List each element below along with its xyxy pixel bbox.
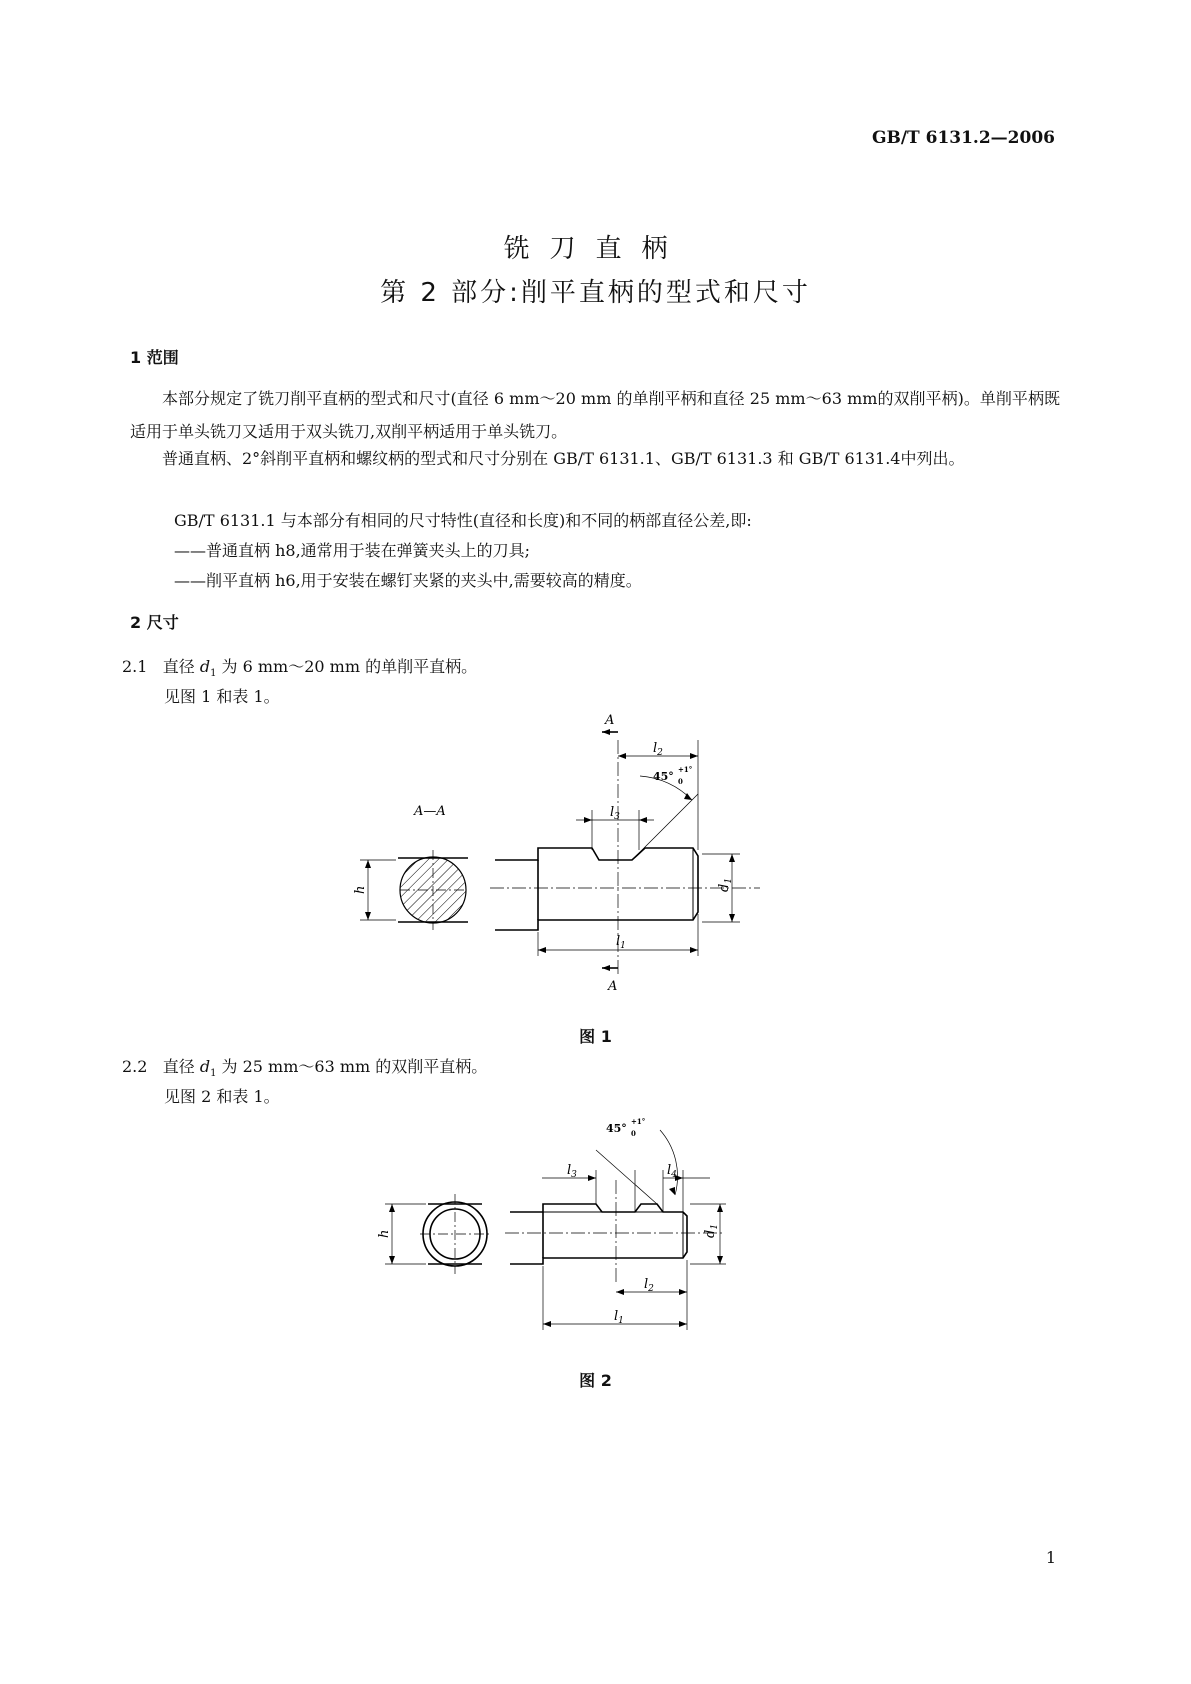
section-2-heading: 2 尺寸 (130, 613, 179, 632)
figure-1-caption: 图 1 (579, 1027, 612, 1046)
standard-code: GB/T 6131.2—2006 (871, 128, 1055, 148)
section-1-paragraph-2: 普通直柄、2°斜削平直柄和螺纹柄的型式和尺寸分别在 GB/T 6131.1、GB/T 6131.3 和 GB/T 6131.4中列出。 (162, 449, 965, 468)
l1-label: $l_1$ (614, 1309, 624, 1326)
l2-label: $l_2$ (644, 1277, 654, 1294)
d1-label: $d_1$ (703, 1223, 720, 1238)
figure-2-drawing (370, 1110, 750, 1340)
angle-tol-upper: +1° (631, 1117, 646, 1126)
document-title: 铣刀直柄 (503, 234, 688, 264)
section-1-paragraph-1: 本部分规定了铣刀削平直柄的型式和尺寸(直径 6 mm～20 mm 的单削平柄和直径 25 mm～63 mm的双削平柄)。单削平柄既适用于单头铣刀又适用于双头铣刀,双削平柄适用于单头铣刀。 (130, 389, 1060, 441)
h-label: h (377, 1229, 392, 1238)
list-item-h8: ——普通直柄 h8,通常用于装在弹簧夹头上的刀具; (174, 541, 531, 560)
section-label: A—A (414, 804, 446, 819)
angle-label: 45° (653, 770, 674, 783)
clause-text-rest: 为 6 mm～20 mm 的单削平直柄。 (216, 657, 478, 676)
clause-text-rest: 为 25 mm～63 mm 的双削平直柄。 (216, 1057, 488, 1076)
clause-text: 直径 (162, 657, 200, 676)
clause-2-2 (122, 1054, 487, 1079)
page-number: 1 (1045, 1548, 1056, 1567)
list-item-h6: ——削平直柄 h6,用于安装在螺钉夹紧的夹头中,需要较高的精度。 (174, 571, 642, 590)
diameter-subscript: 1 (210, 1068, 217, 1080)
l3-label: $l_3$ (567, 1163, 577, 1180)
angle-tol-lower: 0 (631, 1129, 636, 1138)
section-mark-top: A (605, 713, 615, 728)
clause-2-1 (122, 654, 477, 679)
shank-outline (510, 1204, 687, 1264)
l2-label: $l_2$ (653, 741, 663, 758)
l1-label: $l_1$ (616, 934, 626, 951)
clause-number: 2.2 (122, 1057, 148, 1076)
shank-outline (495, 848, 698, 930)
angle-tol-lower: 0 (678, 777, 683, 786)
see-figure-1: 见图 1 和表 1。 (164, 687, 280, 706)
section-mark-bottom: A (608, 979, 618, 994)
angle-label: 45° (606, 1122, 627, 1135)
d1-label: $d_1$ (717, 877, 734, 892)
clause-number: 2.1 (122, 657, 148, 676)
h-label: h (353, 885, 368, 894)
angle-tol-upper: +1° (678, 765, 693, 774)
diameter-subscript: 1 (210, 668, 217, 680)
figure-1-drawing (340, 700, 780, 1010)
l4-label: $l_4$ (667, 1163, 677, 1180)
diameter-symbol: d (199, 657, 211, 676)
see-figure-2: 见图 2 和表 1。 (164, 1087, 280, 1106)
figure-2-caption: 图 2 (579, 1371, 612, 1390)
l3-label: $l_3$ (610, 805, 620, 822)
section-1-heading: 1 范围 (130, 348, 179, 367)
section-1-paragraph-3: GB/T 6131.1 与本部分有相同的尺寸特性(直径和长度)和不同的柄部直径公差,即: (174, 511, 752, 530)
document-subtitle: 第 2 部分:削平直柄的型式和尺寸 (380, 278, 811, 308)
clause-text: 直径 (162, 1057, 200, 1076)
diameter-symbol: d (199, 1057, 211, 1076)
